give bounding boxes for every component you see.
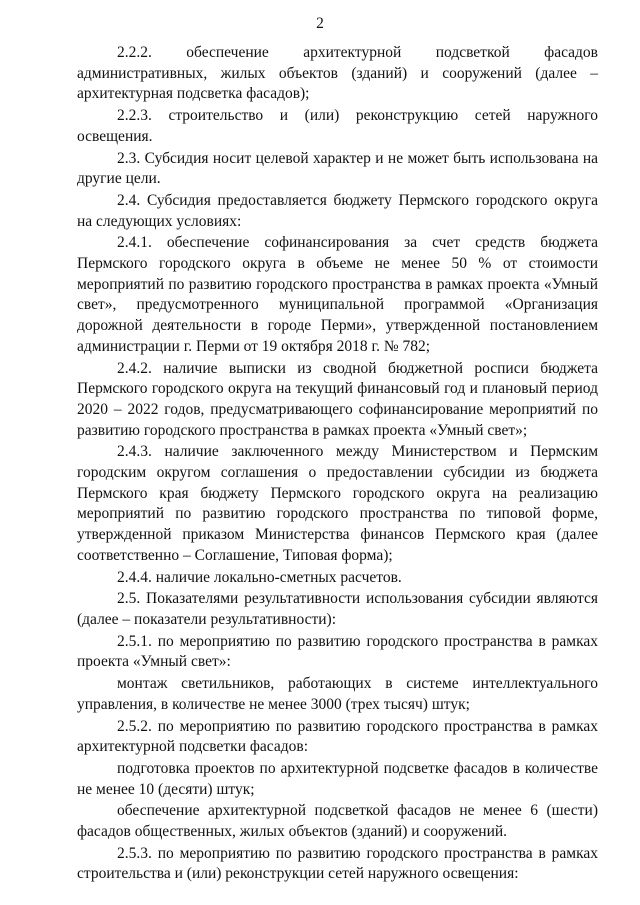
document-body bbox=[77, 43, 598, 885]
paragraph-2-5-1: 2.5.1. по мероприятию по развитию городского пространства в рамках проекта «Умный свет»: bbox=[77, 632, 598, 671]
paragraph-2-4-1: 2.4.1. обеспечение софинансирования за счет средств бюджета Пермского городского округа в объеме не менее 50 % от стоимости мероприятий по развитию городского пространства в рамках проекта «Умный свет», предусмотренного муниципальной программой «Организация дорожной деятельности в городе Перми», утвержденной постановлением администрации г. Перми от 19 октября 2018 г. № 782; bbox=[77, 234, 598, 355]
paragraph-2-4-2: 2.4.2. наличие выписки из сводной бюджетной росписи бюджета Пермского городского округа на текущий финансовый год и плановый период 2020 – 2022 годов, предусматривающего софинансирование мероприятий по развитию городского пространства в рамках проекта «Умный свет»; bbox=[77, 359, 598, 439]
paragraph-lights-installation: монтаж светильников, работающих в системе интеллектуального управления, в количестве не менее 3000 (трех тысяч) штук; bbox=[77, 675, 598, 713]
paragraph-2-4-4: 2.4.4. наличие локально-сметных расчетов. bbox=[117, 568, 402, 586]
paragraph-2-2-3: 2.2.3. строительство и (или) реконструкцию сетей наружного освещения. bbox=[77, 107, 598, 145]
paragraph-projects-preparation: подготовка проектов по архитектурной подсветке фасадов в количестве не менее 10 (десяти) штук; bbox=[77, 759, 598, 798]
page-number: 2 bbox=[316, 15, 324, 32]
paragraph-2-3: 2.3. Субсидия носит целевой характер и не может быть использована на другие цели. bbox=[77, 149, 598, 188]
paragraph-facade-lighting: обеспечение архитектурной подсветкой фасадов не менее 6 (шести) фасадов общественных, жилых объектов (зданий) и сооружений. bbox=[77, 802, 598, 841]
paragraph-2-2-2: 2.2.2. обеспечение архитектурной подсветкой фасадов административных, жилых объектов (зданий) и сооружений (далее – архитектурная подсветка фасадов); bbox=[77, 44, 598, 103]
paragraph-2-4-3: 2.4.3. наличие заключенного между Министерством и Пермским городским округом соглашения о предоставлении субсидии из бюджета Пермского края бюджету Пермского городского округа на реализацию мероприятий по развитию городского пространства по типовой форме, утвержденной приказом Министерства финансов Пермского края (далее соответственно – Соглашение, Типовая форма); bbox=[77, 443, 598, 564]
paragraph-2-5: 2.5. Показателями результативности использования субсидии являются (далее – показатели результативности): bbox=[77, 590, 598, 628]
paragraph-2-5-3: 2.5.3. по мероприятию по развитию городского пространства в рамках строительства и (или) реконструкции сетей наружного освещения: bbox=[77, 844, 598, 883]
paragraph-2-5-2: 2.5.2. по мероприятию по развитию городского пространства в рамках архитектурной подсветки фасадов: bbox=[77, 717, 598, 756]
paragraph-2-4: 2.4. Субсидия предоставляется бюджету Пермского городского округа на следующих условиях: bbox=[77, 191, 598, 230]
